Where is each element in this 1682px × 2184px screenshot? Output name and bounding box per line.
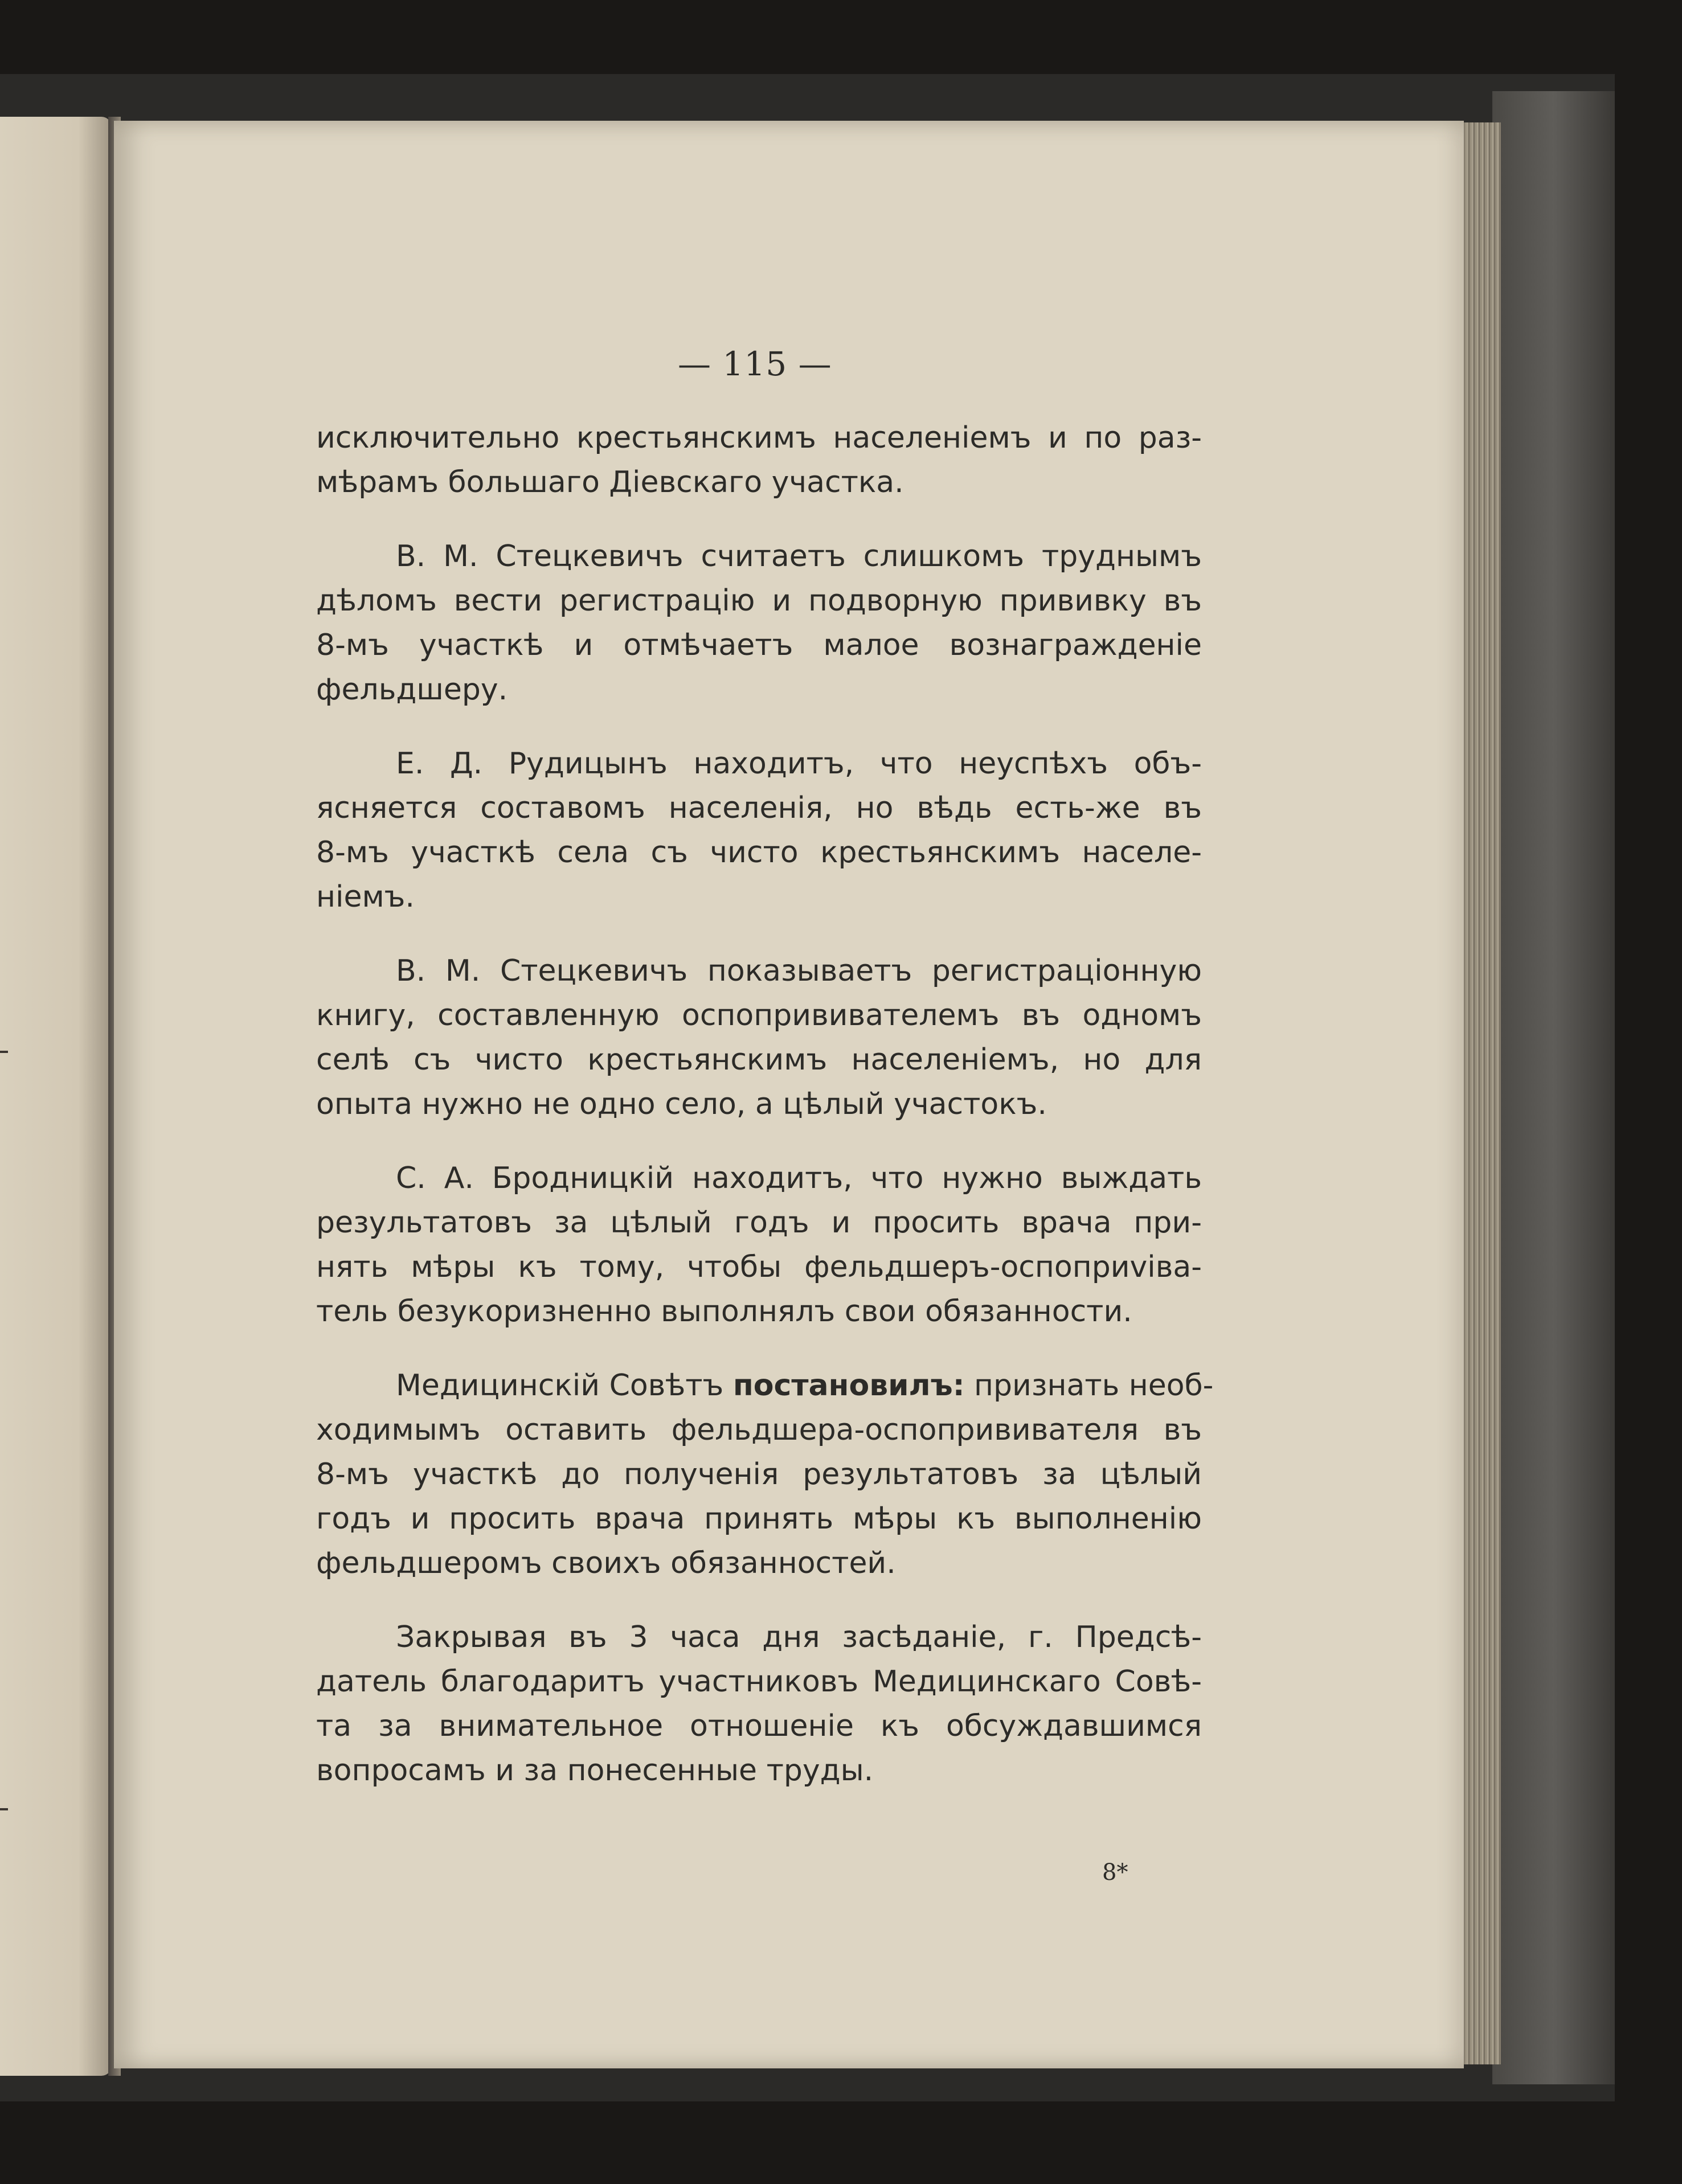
paragraph-3 bbox=[316, 741, 1202, 919]
paragraph-1 bbox=[316, 416, 1202, 505]
text-line: нять мѣры къ тому, чтобы фельдшеръ-оспоприviва- bbox=[316, 1250, 1202, 1284]
text-line: исключительно крестьянскимъ населенiемъ и по раз- bbox=[316, 421, 1202, 455]
text-run: признать необ- bbox=[964, 1368, 1214, 1403]
text-line: фельдшеру. bbox=[316, 673, 508, 707]
text-line: та за внимательное отношенiе къ обсуждавшимся bbox=[316, 1709, 1202, 1743]
paragraph-7 bbox=[316, 1615, 1202, 1793]
text-line: годъ и просить врача принять мѣры къ выполненiю bbox=[316, 1502, 1202, 1536]
text-line: 8-мъ участкѣ села съ чисто крестьянскимъ населе- bbox=[316, 835, 1202, 870]
text-line: дѣломъ вести регистрацiю и подворную прививку въ bbox=[316, 584, 1202, 618]
text-line: 8-мъ участкѣ и отмѣчаетъ малое вознагражденiе bbox=[316, 628, 1202, 662]
text-line: ясняется составомъ населенiя, но вѣдь есть-же въ bbox=[316, 791, 1202, 825]
text-line: В. М. Стецкевичъ считаетъ слишкомъ труднымъ bbox=[396, 539, 1202, 573]
text-line: книгу, составленную оспопрививателемъ въ одномъ bbox=[316, 998, 1202, 1032]
left-page-edge bbox=[0, 117, 112, 2076]
text-line: ходимымъ оставить фельдшера-оспопрививателя въ bbox=[316, 1413, 1202, 1447]
text-line: вопросамъ и за понесенные труды. bbox=[316, 1753, 874, 1788]
resolution-keyword: постановилъ: bbox=[732, 1368, 965, 1403]
text-line: мѣрамъ большаго Дiевскаго участка. bbox=[316, 465, 904, 499]
text-line: нiемъ. bbox=[316, 880, 415, 914]
text-run: Медицинскiй Совѣтъ bbox=[396, 1368, 733, 1403]
paragraph-5 bbox=[316, 1156, 1202, 1334]
paragraph-4 bbox=[316, 949, 1202, 1126]
text-line: датель благодаритъ участниковъ Медицинскаго Совѣ- bbox=[316, 1665, 1202, 1699]
paragraph-6 bbox=[316, 1363, 1214, 1585]
paragraph-2 bbox=[316, 534, 1202, 712]
text-line: фельдшеромъ своихъ обязанностей. bbox=[316, 1546, 896, 1580]
text-line: Е. Д. Рудицынъ находитъ, что неуспѣхъ объ- bbox=[396, 747, 1202, 781]
text-line: селѣ съ чисто крестьянскимъ населенiемъ, но для bbox=[316, 1043, 1202, 1077]
text-line: результатовъ за цѣлый годъ и просить врача при- bbox=[316, 1206, 1202, 1240]
text-line: С. А. Бродницкiй находитъ, что нужно выждать bbox=[396, 1161, 1202, 1195]
text-line bbox=[316, 1363, 1214, 1408]
text-line: 8-мъ участкѣ до полученiя результатовъ за цѣлый bbox=[316, 1457, 1202, 1491]
text-line: В. М. Стецкевичъ показываетъ регистрацiонную bbox=[396, 954, 1202, 988]
page-number-header: — 115 — bbox=[678, 345, 832, 383]
text-line: тель безукоризненно выполнялъ свои обязанности. bbox=[316, 1294, 1132, 1329]
text-line: опыта нужно не одно село, а цѣлый участокъ. bbox=[316, 1087, 1047, 1121]
page-body-text bbox=[316, 416, 1214, 1793]
book-cover-edge bbox=[1492, 91, 1615, 2084]
signature-mark: 8* bbox=[1102, 1859, 1128, 1886]
text-line: Закрывая въ 3 часа дня засѣданiе, г. Предсѣ- bbox=[396, 1620, 1202, 1654]
